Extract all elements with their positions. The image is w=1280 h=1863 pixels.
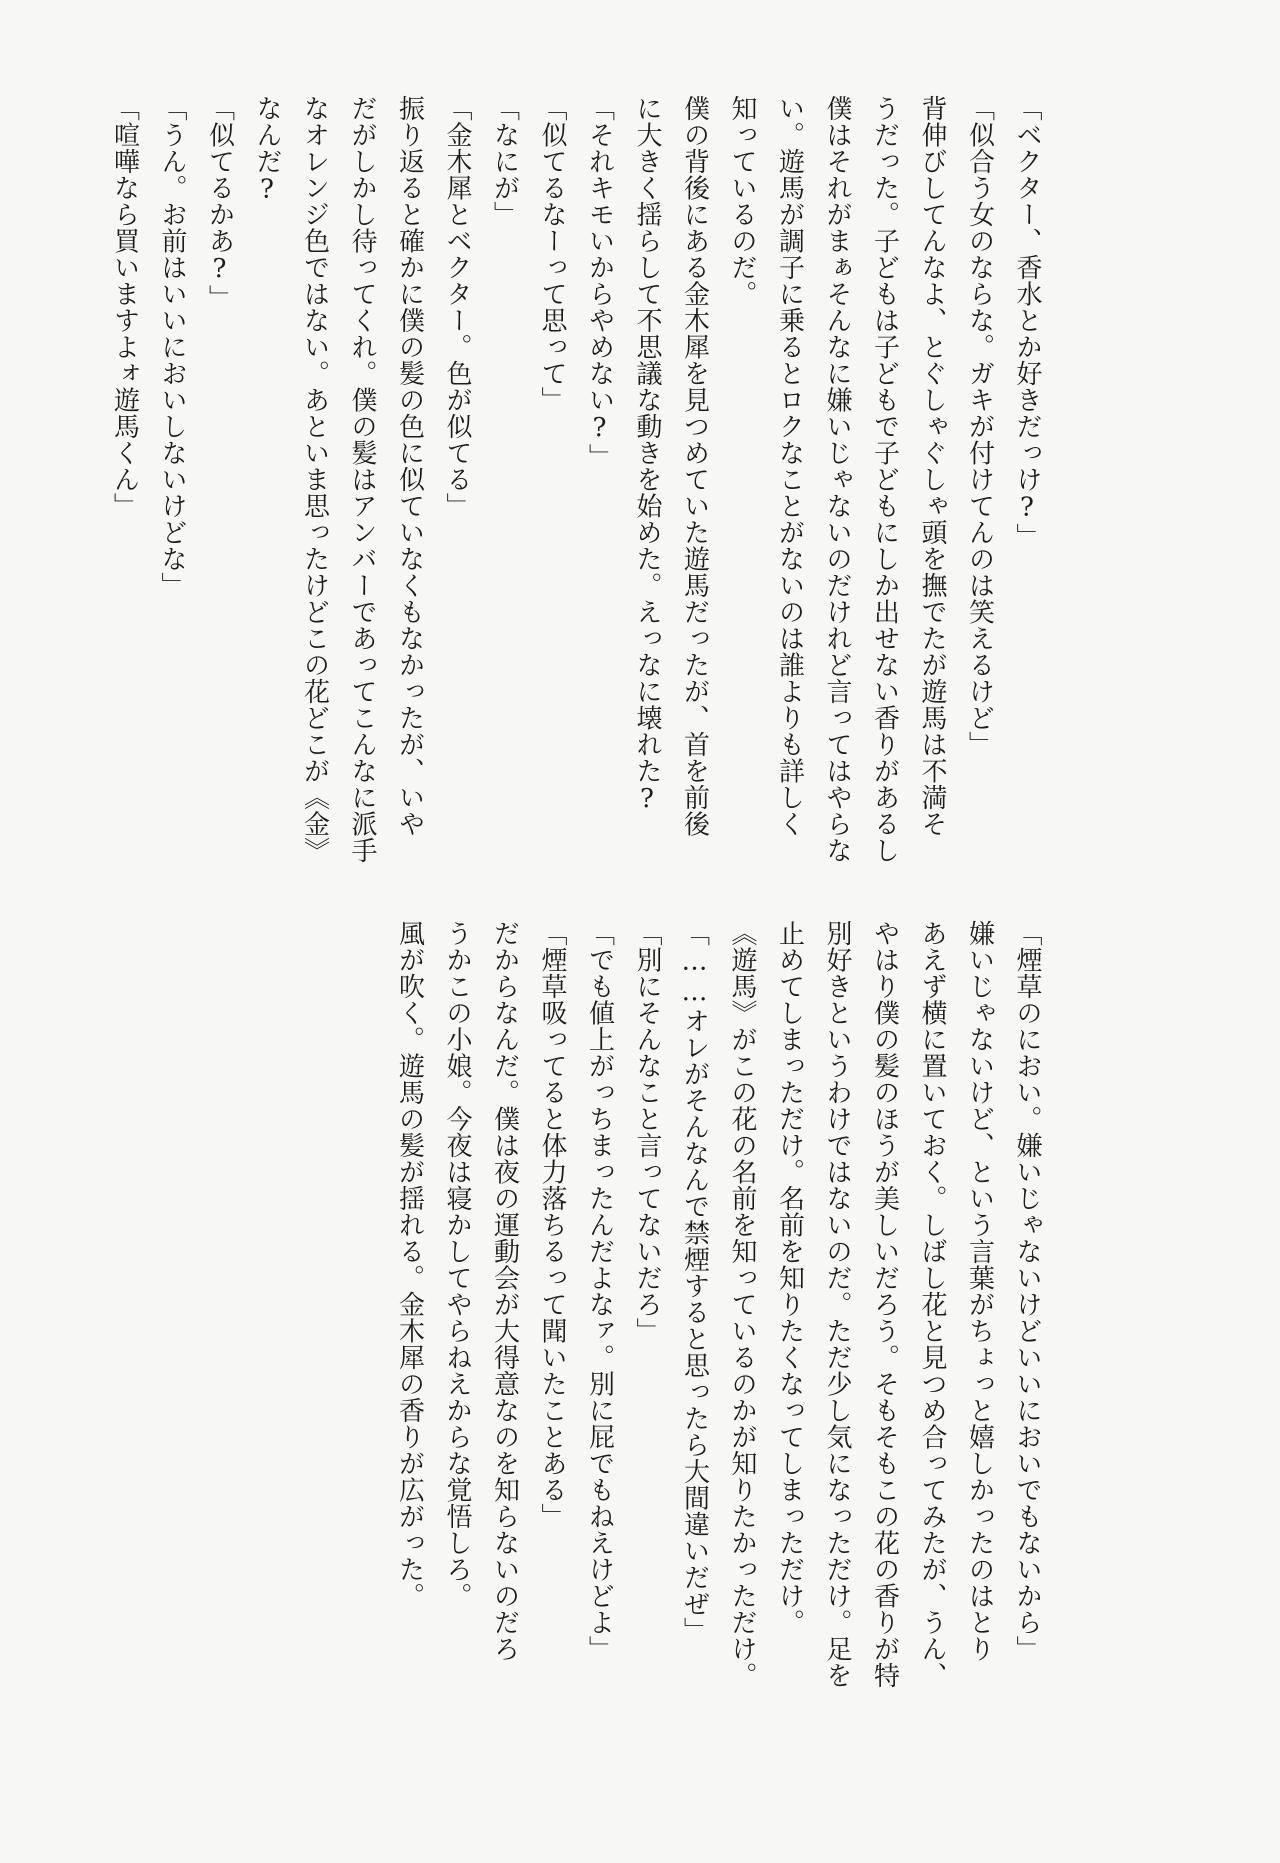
text-line: 嫌いじゃないけど、という言葉がちょっと嬉しかったのはとり <box>964 920 995 1662</box>
text-line: 僕の背後にある金木犀を見つめていた遊馬だったが、首を前後 <box>679 95 710 837</box>
text-line: 背伸びしてんなよ、とぐしゃぐしゃ頭を撫でたが遊馬は不満そ <box>917 95 947 837</box>
text-line: 「似合う女のならな。ガキが付けてんのは笑えるけど」 <box>964 95 995 758</box>
text-line: 風が吹く。遊馬の髪が揺れる。金木犀の香りが広がった。 <box>394 920 425 1609</box>
text-line: 「ベクター、香水とか好きだっけ?」 <box>1012 95 1042 550</box>
text-line: やはり僕の髪のほうが美しいだろう。そもそもこの花の香りが特 <box>869 920 900 1689</box>
text-line: 「でも値上がっちまったんだよなァ。別に屁でもねえけどよ」 <box>584 920 615 1662</box>
text-line: うかこの小娘。今夜は寝かしてやらねえからな覚悟しろ。 <box>442 920 472 1609</box>
text-line: 「金木犀とベクター。色が似てる」 <box>442 95 472 519</box>
text-line: なんだ? <box>252 95 282 205</box>
text-line: 僕はそれがまぁそんなに嫌いじゃないのだけれど言ってはやらな <box>822 95 852 864</box>
text-line: だからなんだ。僕は夜の運動会が大得意なのを知らないのだろ <box>489 920 520 1662</box>
text-line: 「なにが」 <box>489 95 520 228</box>
text-line: い。遊馬が調子に乗るとロクなことがないのは誰よりも詳しく <box>774 95 805 837</box>
text-line: 《遊馬》がこの花の名前を知っているのかが知りたかっただけ。 <box>727 920 757 1689</box>
text-line: 知っているのだ。 <box>727 95 757 307</box>
text-line: 「煙草のにおい。嫌いじゃないけどいいにおいでもないから」 <box>1012 920 1042 1662</box>
text-line: 別好きというわけではないのだ。ただ少し気になっただけ。足を <box>822 920 852 1689</box>
text-line: 「煙草吸ってると体力落ちるって聞いたことある」 <box>537 920 567 1530</box>
text-line: 「別にそんなこと言ってないだろ」 <box>632 920 662 1344</box>
text-line: に大きく揺らして不思議な動きを始めた。えっなに壊れた? <box>632 95 662 815</box>
text-line: 止めてしまっただけ。名前を知りたくなってしまっただけ。 <box>774 920 805 1636</box>
upper-text-block <box>50 95 1050 995</box>
text-line: 振り返ると確かに僕の髪の色に似ていなくもなかったが、いや <box>394 95 425 837</box>
text-line: 「喧嘩なら買いますよォ遊馬くん」 <box>109 95 140 519</box>
text-line: 「……オレがそんなんで禁煙すると思ったら大間違いだぜ」 <box>679 920 710 1644</box>
text-line: あえず横に置いておく。しばし花と見つめ合ってみたが、うん、 <box>917 920 947 1689</box>
text-line: 「似てるなーって思って」 <box>537 95 567 413</box>
text-line: 「それキモいからやめない?」 <box>584 95 615 470</box>
text-line: 「うん。お前はいいにおいしないけどな」 <box>157 95 187 599</box>
text-line: うだった。子どもは子どもで子どもにしか出せない香りがあるし <box>869 95 900 864</box>
text-line: だがしかし待ってくれ。僕の髪はアンバーであってこんなに派手 <box>347 95 377 864</box>
text-line: 「似てるかあ?」 <box>204 95 235 311</box>
lower-text-block <box>50 920 1050 1689</box>
text-line: なオレンジ色ではない。あといま思ったけどこの花どこが《金》 <box>299 95 330 864</box>
